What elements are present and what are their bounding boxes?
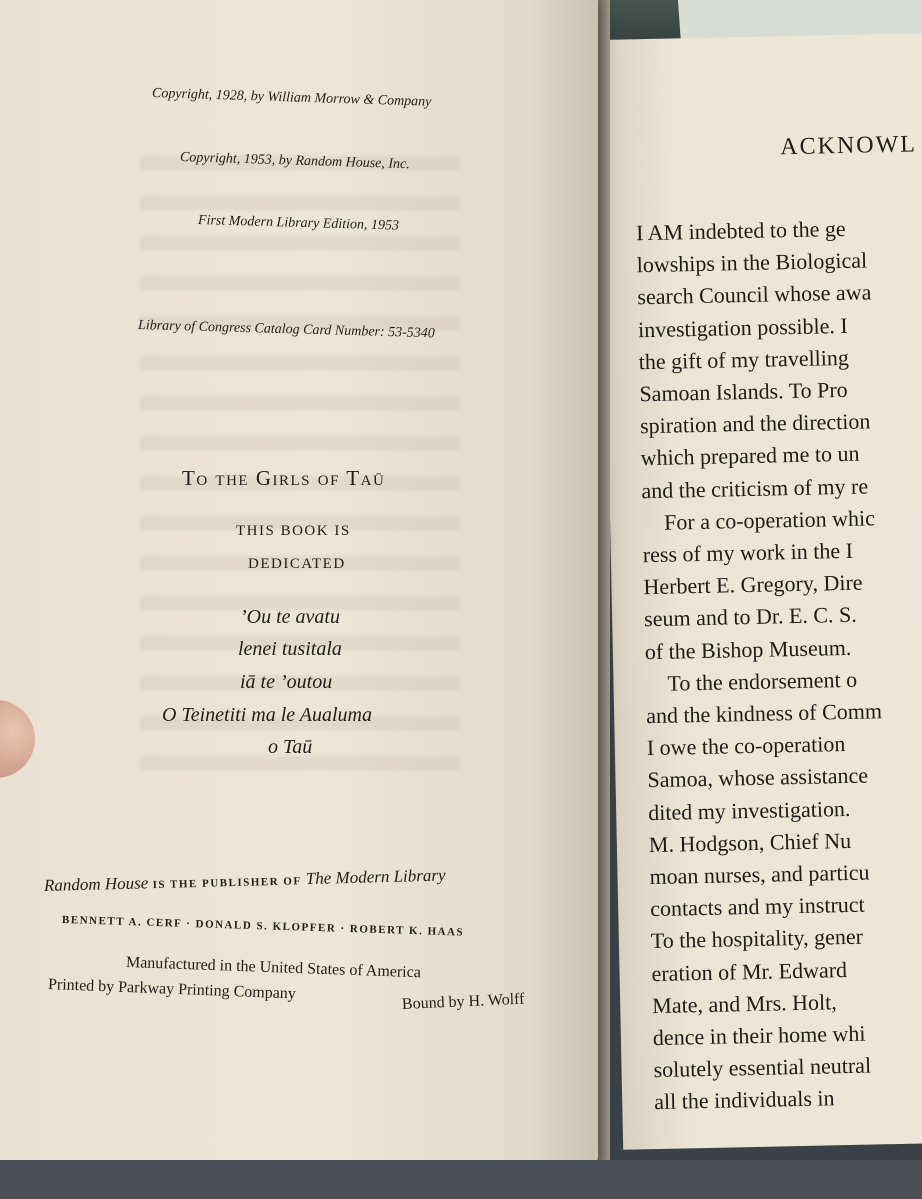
- right-text-line: solutely essential neutral: [653, 1052, 872, 1083]
- right-text-line: Samoan Islands. To Pro: [639, 376, 848, 407]
- right-text-line: For a co-operation whic: [663, 505, 876, 535]
- right-text-line: M. Hodgson, Chief Nu: [648, 827, 852, 857]
- right-text-line: which prepared me to un: [640, 441, 860, 471]
- dedication-title: To the Girls of Taū: [182, 466, 386, 490]
- right-text-line: seum and to Dr. E. C. S.: [643, 602, 858, 632]
- samoan-line-2: lenei tusitala: [238, 638, 342, 660]
- dedication-line-1: THIS BOOK IS: [236, 523, 351, 539]
- right-text-line: of the Bishop Museum.: [644, 634, 852, 664]
- editors-line: BENNETT A. CERF · DONALD S. KLOPFER · ROBERT K. HAAS: [61, 914, 465, 939]
- right-text-line: and the kindness of Comm: [645, 698, 883, 729]
- right-text-line: Mate, and Mrs. Holt,: [651, 989, 837, 1018]
- right-text-line: ress of my work in the I: [642, 537, 854, 568]
- right-text-line: I AM indebted to the ge: [635, 215, 846, 246]
- right-page: [600, 33, 922, 1150]
- right-text-line: and the criticism of my re: [641, 473, 869, 503]
- right-text-line: dence in their home whi: [652, 1020, 866, 1051]
- right-text-line: moan nurses, and particu: [649, 859, 870, 890]
- right-text-line: Samoa, whose assistance: [647, 762, 869, 793]
- right-text-line: To the hospitality, gener: [650, 924, 864, 954]
- publisher-connector: IS THE PUBLISHER OF: [152, 875, 302, 892]
- right-text-line: eration of Mr. Edward: [651, 956, 848, 986]
- edition-note: First Modern Library Edition, 1953: [197, 213, 400, 234]
- samoan-line-3: iā te ’outou: [240, 671, 333, 693]
- right-text-line: lowships in the Biological: [636, 247, 868, 278]
- right-text-line: dited my investigation.: [647, 795, 851, 825]
- right-text-line: search Council whose awa: [637, 279, 872, 310]
- right-text-line: investigation possible. I: [637, 312, 848, 342]
- bound-by-line: Bound by H. Wolff: [401, 990, 525, 1013]
- publisher-series: The Modern Library: [305, 865, 446, 889]
- printed-by-line: Printed by Parkway Printing Company: [47, 976, 297, 1003]
- samoan-line-1: ’Ou te avatu: [240, 606, 340, 628]
- right-text-line: the gift of my travelling: [638, 344, 850, 375]
- book-cover-edge: [0, 1160, 922, 1199]
- publisher-name: Random House: [43, 873, 149, 895]
- copyright-1928: Copyright, 1928, by William Morrow & Company: [151, 86, 432, 110]
- right-text-line: spiration and the direction: [639, 408, 871, 439]
- right-text-line: Herbert E. Gregory, Dire: [643, 569, 863, 600]
- right-text-line: all the individuals in: [653, 1085, 835, 1115]
- samoan-line-5: o Taū: [268, 736, 313, 758]
- copyright-1953: Copyright, 1953, by Random House, Inc.: [179, 150, 410, 173]
- catalog-number: Library of Congress Catalog Card Number: 53-5340: [137, 318, 435, 342]
- right-text-line: I owe the co-operation: [646, 731, 846, 761]
- publisher-line: [44, 865, 446, 896]
- right-heading: ACKNOWL: [780, 131, 918, 161]
- right-text-line: To the endorsement o: [667, 666, 858, 696]
- right-text-line: contacts and my instruct: [649, 891, 865, 922]
- dedication-line-2: DEDICATED: [248, 556, 346, 572]
- manufactured-line: Manufactured in the United States of America: [125, 954, 422, 982]
- samoan-line-4: O Teinetiti ma le Aualuma: [162, 704, 372, 726]
